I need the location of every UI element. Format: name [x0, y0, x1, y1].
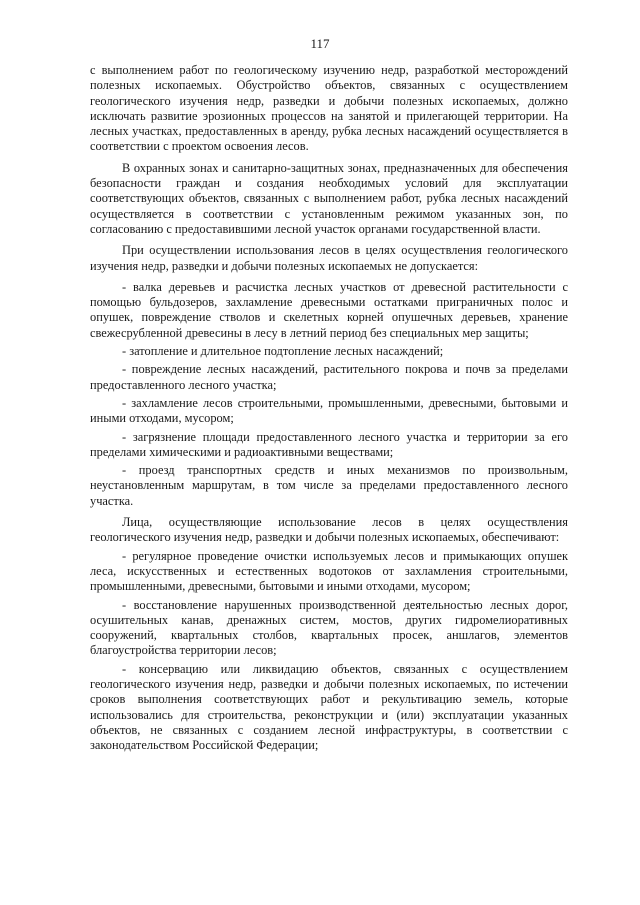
- list-item: - затопление и длительное подтопление лесных насаждений;: [122, 344, 444, 359]
- document-body: [90, 63, 568, 753]
- list-item: - проезд транспортных средств и иных механизмов по произвольным, неустановленным маршрутам, в том числе за пределами предоставленного лесного участка.: [90, 463, 568, 508]
- list-item: - загрязнение площади предоставленного лесного участка и территории за его пределами химическими и радиоактивными веществами;: [90, 429, 568, 459]
- paragraph: В охранных зонах и санитарно-защитных зонах, предназначенных для обеспечения безопасности граждан и создания необходимых условий для эксплуатации соответствующих объектов, связанных с выполнением работ, рубка лесных насаждений осуществляется в соответствии с установленным режимом указанных зон, по согласованию с предоставившими лесной участок органами государственной власти.: [90, 160, 568, 236]
- paragraph: с выполнением работ по геологическому изучению недр, разработкой месторождений полезных ископаемых. Обустройство объектов, связанных с осуществлением геологического изучения недр, разведки и добычи полезных ископаемых, должно исключать развитие эрозионных процессов на занятой и прилегающей территории. На лесных участках, предоставленных в аренду, рубка лесных насаждений осуществляется в соответствии с проектом освоения лесов.: [90, 63, 568, 154]
- list-item: - регулярное проведение очистки используемых лесов и примыкающих опушек леса, искусственных и естественных водотоков от захламления строительными, промышленными, древесными, бытовыми и иными отходами, мусором;: [90, 548, 568, 594]
- page-number: 117: [310, 36, 330, 51]
- paragraph: При осуществлении использования лесов в целях осуществления геологического изучения недр, разведки и добычи полезных ископаемых не допускается:: [90, 243, 568, 273]
- list-item: - восстановление нарушенных производственной деятельностью лесных дорог, осушительных канав, дренажных систем, мостов, других гидромелиоративных сооружений, квартальных столбов, квартальных просек, аншлагов, элементов благоустройства территории лесов;: [90, 597, 568, 658]
- list-item: - повреждение лесных насаждений, растительного покрова и почв за пределами предоставленного лесного участка;: [90, 362, 568, 392]
- list-item: - валка деревьев и расчистка лесных участков от древесной растительности с помощью бульдозеров, захламление древесными остатками приграничных полос и опушек, повреждение стволов и скелетных корней опушечных деревьев, хранение свежесрубленной древесины в лесу в летний период без специальных мер защиты;: [90, 279, 568, 340]
- list-item: - консервацию или ликвидацию объектов, связанных с осуществлением геологического изучения недр, разведки и добычи полезных ископаемых, по истечении сроков выполнения соответствующих работ и рекультивацию земель, которые использовались для строительства, реконструкции и (или) эксплуатации указанных объектов, не связанных с созданием лесной инфраструктуры, в соответствии с законодательством Российской Федерации;: [90, 661, 568, 753]
- paragraph: Лица, осуществляющие использование лесов в целях осуществления геологического изучения недр, разведки и добычи полезных ископаемых, обеспечивают:: [90, 515, 568, 545]
- list-item: - захламление лесов строительными, промышленными, древесными, бытовыми и иными отходами, мусором;: [90, 395, 568, 426]
